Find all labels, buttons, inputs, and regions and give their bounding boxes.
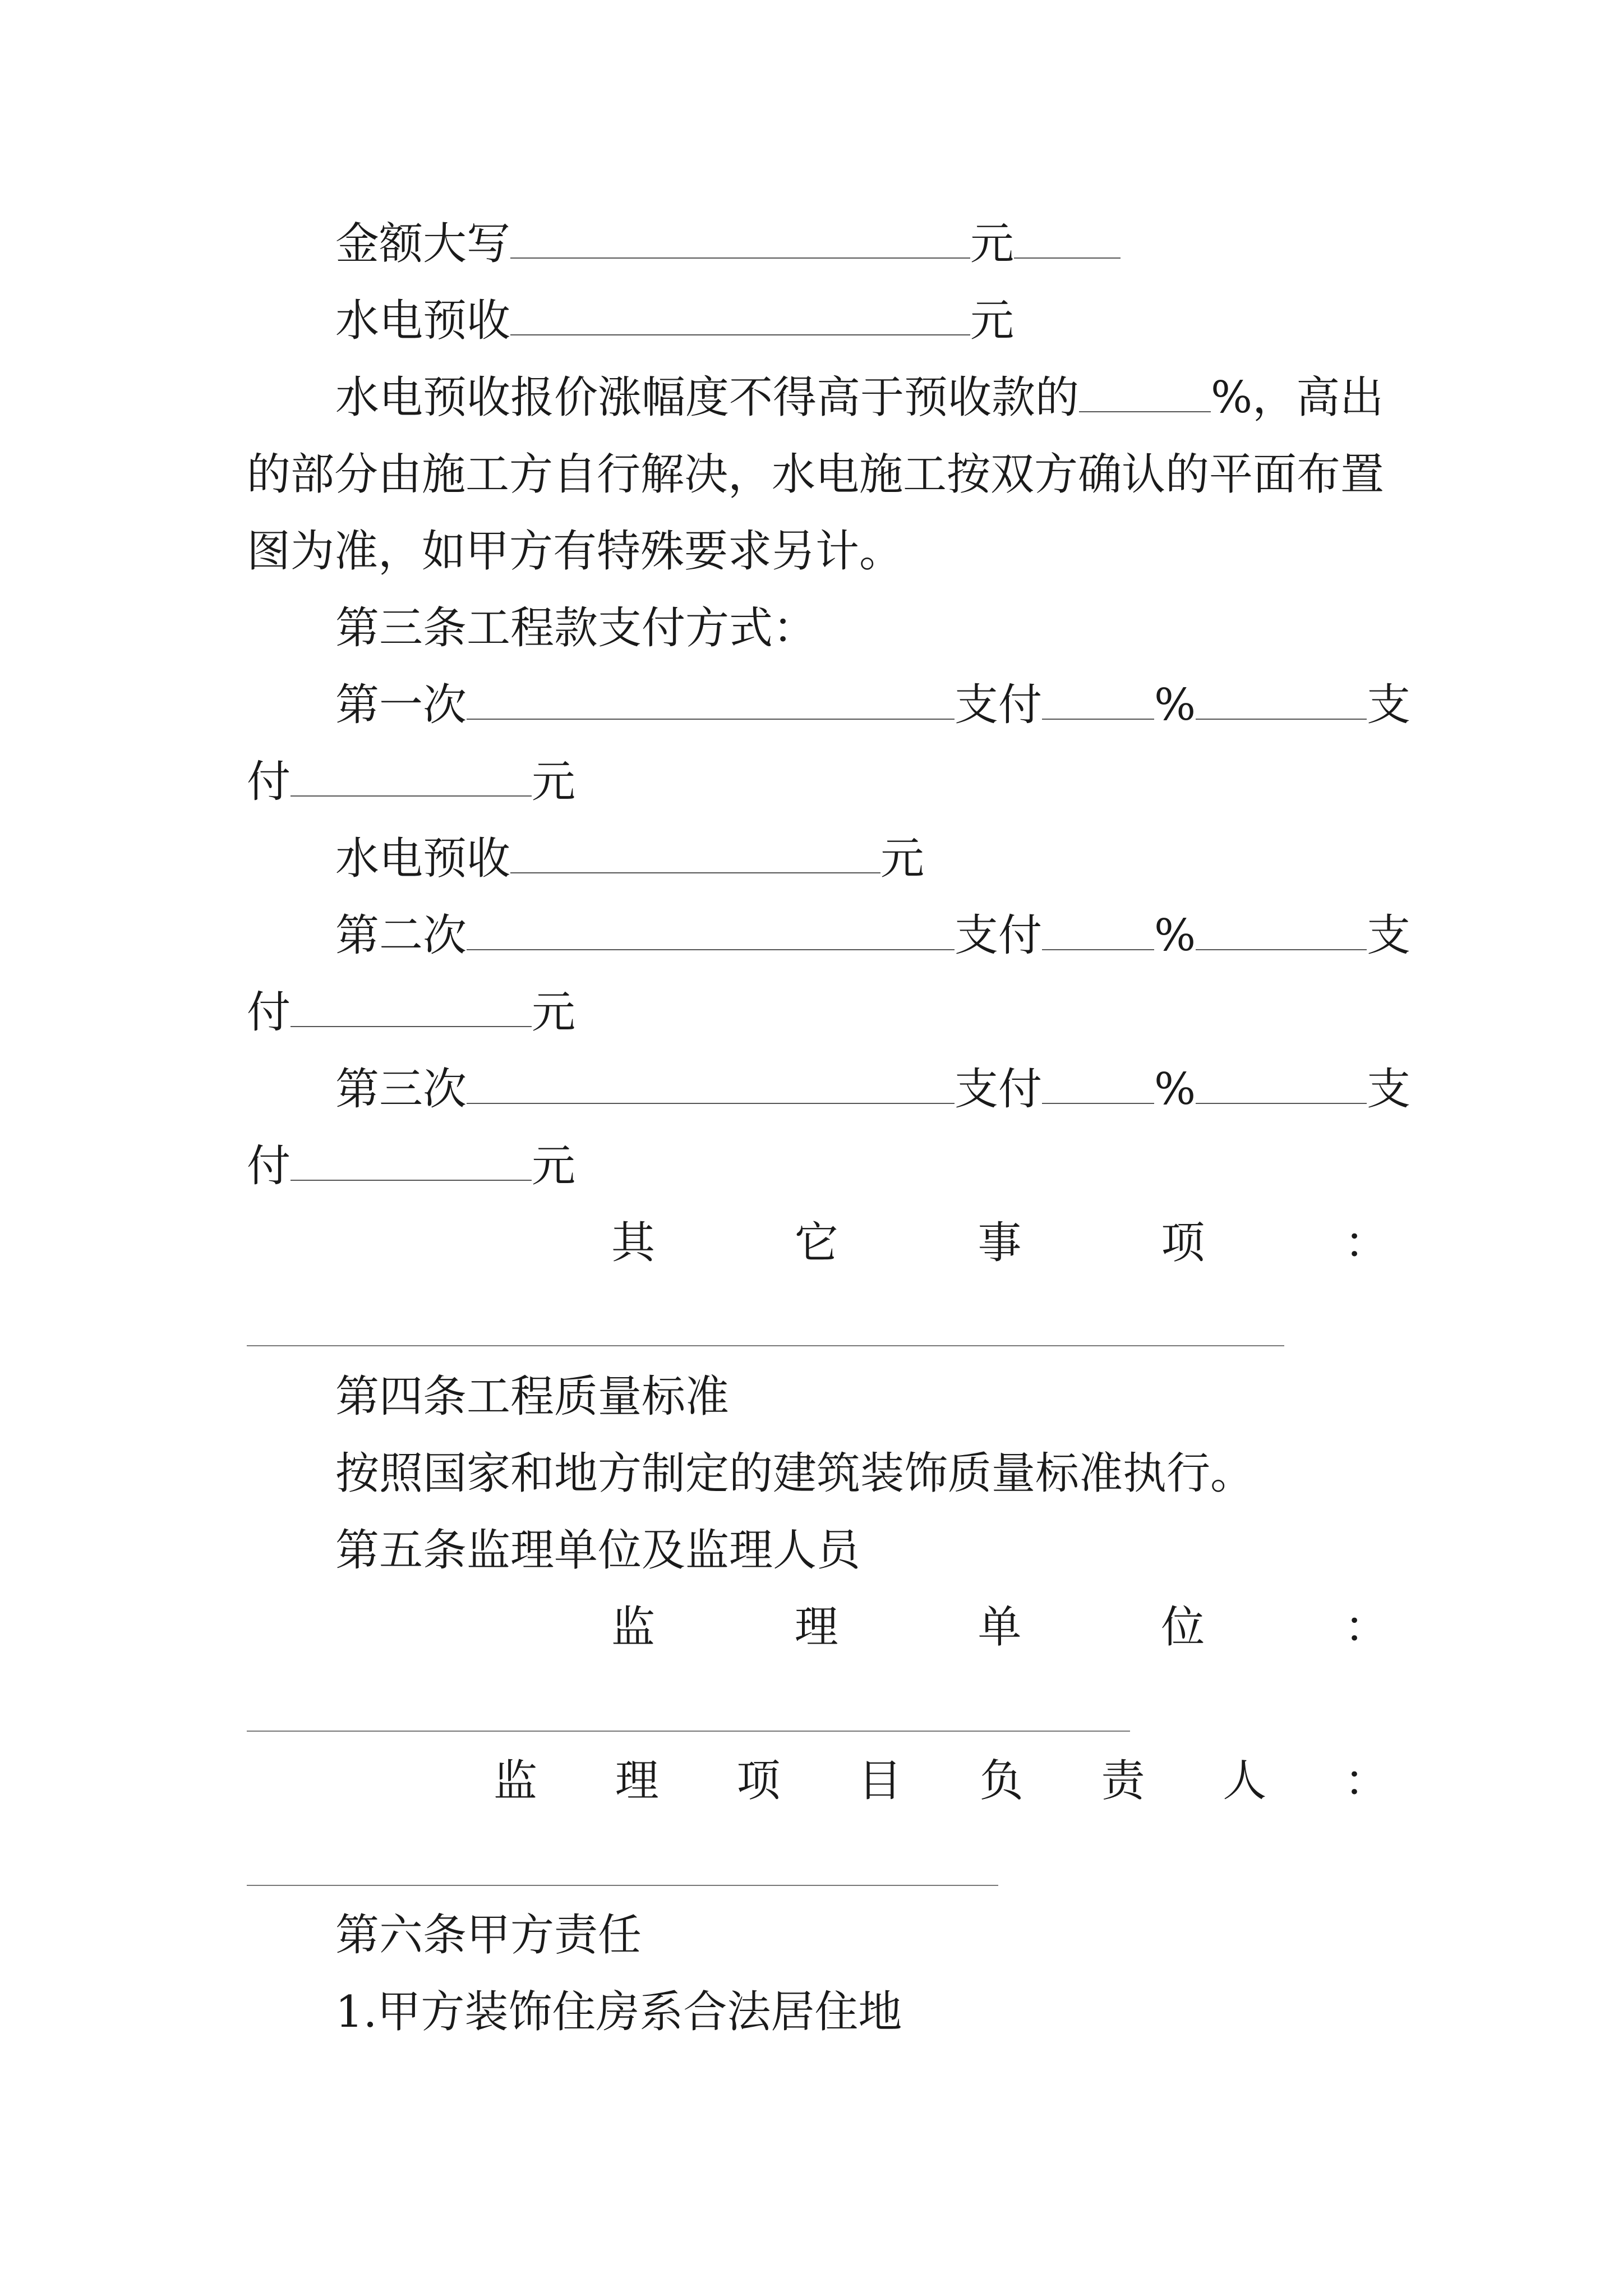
text: 支 bbox=[1367, 680, 1411, 730]
payment-3-cont bbox=[247, 1127, 1391, 1205]
other-matters-blank[interactable] bbox=[247, 1345, 1284, 1346]
supervisor-person-label bbox=[494, 1742, 1388, 1820]
blank[interactable] bbox=[510, 297, 970, 335]
char: 人 bbox=[1223, 1756, 1267, 1806]
char: 负 bbox=[979, 1756, 1023, 1806]
char: 理 bbox=[615, 1756, 659, 1806]
paragraph-line: 的部分由施工方自行解决，水电施工按双方确认的平面布置 bbox=[247, 449, 1385, 500]
label: 水电预收 bbox=[335, 296, 511, 346]
article-4-heading: 第四条工程质量标准 bbox=[335, 1372, 730, 1422]
char: 单 bbox=[978, 1602, 1022, 1653]
char: ： bbox=[1344, 1756, 1388, 1806]
char: 事 bbox=[978, 1218, 1022, 1268]
label: 第二次 bbox=[335, 910, 467, 961]
unit: 元 bbox=[532, 1141, 576, 1191]
char: 它 bbox=[794, 1218, 838, 1268]
char: 理 bbox=[794, 1602, 838, 1653]
blank[interactable] bbox=[1079, 374, 1211, 412]
paragraph-line: 图为准，如甲方有特殊要求另计。 bbox=[247, 526, 903, 577]
blank[interactable] bbox=[291, 989, 532, 1027]
text: 付 bbox=[247, 987, 291, 1038]
text: 支 bbox=[1367, 910, 1411, 961]
char: 位 bbox=[1161, 1602, 1205, 1653]
water-electric-prepay-line-2 bbox=[335, 820, 1391, 898]
article-5-heading: 第五条监理单位及监理人员 bbox=[335, 1525, 861, 1576]
text: % bbox=[1154, 910, 1196, 961]
amount-in-words-line bbox=[335, 205, 1391, 283]
blank[interactable] bbox=[1196, 1066, 1367, 1104]
label: 第一次 bbox=[335, 680, 467, 730]
text: 支 bbox=[1367, 1064, 1411, 1115]
payment-2-line bbox=[335, 896, 1411, 975]
char: 责 bbox=[1101, 1756, 1145, 1806]
char: 项 bbox=[736, 1756, 781, 1806]
text: 水电预收报价涨幅度不得高于预收款的 bbox=[335, 372, 1080, 423]
blank[interactable] bbox=[510, 220, 970, 259]
amount-in-words-label: 金额大写 bbox=[335, 219, 511, 269]
blank[interactable] bbox=[1042, 682, 1154, 720]
payment-1-cont bbox=[247, 743, 1391, 821]
char: 监 bbox=[611, 1602, 656, 1653]
blank[interactable] bbox=[1196, 682, 1367, 720]
payment-3-line bbox=[335, 1050, 1411, 1129]
payment-1-line bbox=[335, 666, 1411, 744]
label: 第三次 bbox=[335, 1064, 467, 1115]
char: ： bbox=[1344, 1602, 1388, 1653]
text: 付 bbox=[247, 757, 291, 807]
blank[interactable] bbox=[291, 1143, 532, 1181]
blank[interactable] bbox=[467, 1066, 955, 1104]
char: ： bbox=[1344, 1218, 1388, 1268]
article-3-heading: 第三条工程款支付方式： bbox=[335, 603, 817, 654]
blank[interactable] bbox=[1042, 912, 1154, 950]
text: % bbox=[1154, 1064, 1196, 1115]
text: 支付 bbox=[955, 1064, 1043, 1115]
blank[interactable] bbox=[467, 912, 955, 950]
article-4-body: 按照国家和地方制定的建筑装饰质量标准执行。 bbox=[335, 1448, 1255, 1499]
text: %，高出 bbox=[1211, 372, 1384, 423]
blank[interactable] bbox=[467, 682, 955, 720]
text: 支付 bbox=[955, 910, 1043, 961]
supervisor-unit-label bbox=[611, 1588, 1388, 1667]
payment-2-cont bbox=[247, 973, 1391, 1052]
article-6-item-1: 1.甲方装饰住房系合法居住地 bbox=[335, 1987, 902, 2037]
blank[interactable] bbox=[510, 835, 880, 873]
blank[interactable] bbox=[291, 758, 532, 797]
char: 项 bbox=[1161, 1218, 1205, 1268]
unit: 元 bbox=[532, 987, 576, 1038]
text: % bbox=[1154, 680, 1196, 730]
unit: 元 bbox=[970, 296, 1015, 346]
text: 支付 bbox=[955, 680, 1043, 730]
article-6-heading: 第六条甲方责任 bbox=[335, 1910, 642, 1961]
water-electric-prepay-line bbox=[335, 282, 1391, 360]
unit: 元 bbox=[532, 757, 576, 807]
text: 付 bbox=[247, 1141, 291, 1191]
blank[interactable] bbox=[1042, 1066, 1154, 1104]
blank[interactable] bbox=[1196, 912, 1367, 950]
supervisor-unit-blank[interactable] bbox=[247, 1731, 1130, 1732]
other-matters-label bbox=[611, 1204, 1388, 1282]
unit: 元 bbox=[970, 219, 1015, 269]
supervisor-person-blank[interactable] bbox=[247, 1885, 998, 1886]
char: 其 bbox=[611, 1218, 656, 1268]
unit: 元 bbox=[880, 834, 925, 884]
char: 监 bbox=[494, 1756, 538, 1806]
price-increase-line bbox=[335, 358, 1391, 437]
label: 水电预收 bbox=[335, 834, 511, 884]
char: 目 bbox=[858, 1756, 902, 1806]
blank[interactable] bbox=[1014, 220, 1121, 259]
